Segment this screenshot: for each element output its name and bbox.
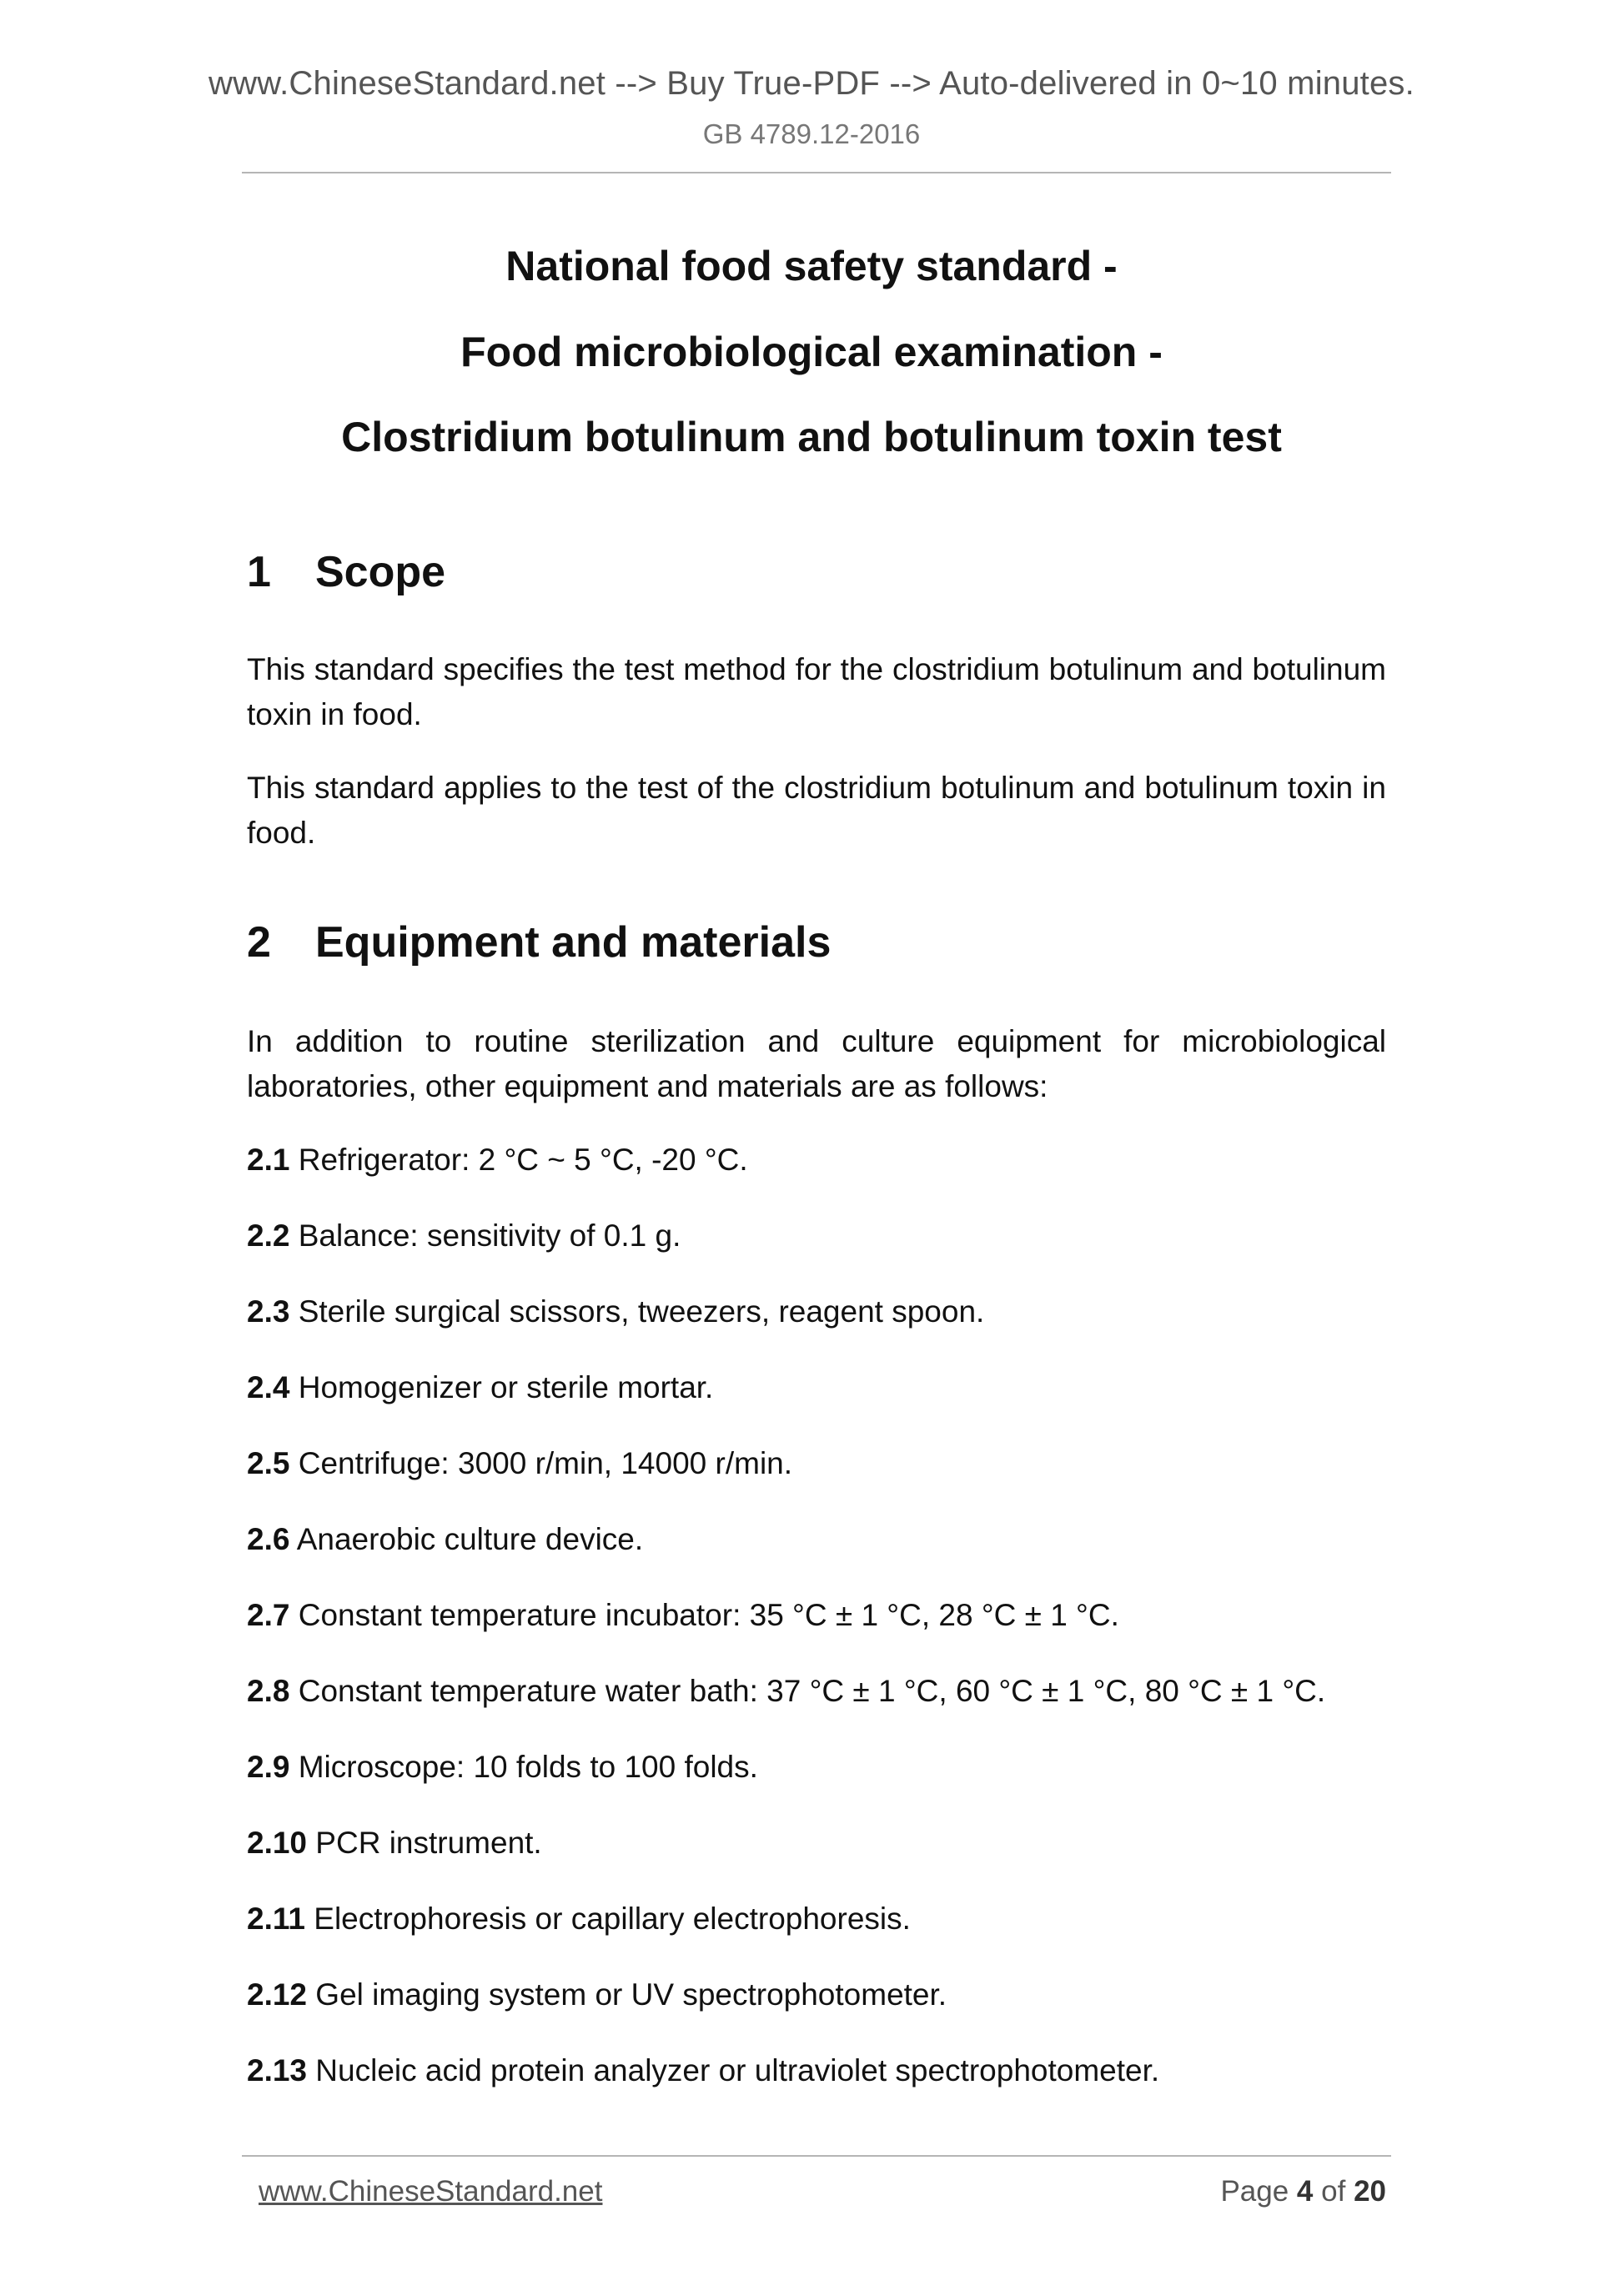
- item-number: 2.10: [247, 1826, 308, 1860]
- item-number: 2.7: [247, 1598, 290, 1632]
- item-number: 2.2: [247, 1218, 290, 1253]
- item-text: Microscope: 10 folds to 100 folds.: [298, 1750, 758, 1784]
- list-item: [247, 1826, 1414, 1861]
- header-divider: [242, 172, 1391, 173]
- scope-paragraph-2: This standard applies to the test of the clostridium botulinum and botulinum toxin in food.: [247, 771, 1386, 850]
- page-total: 20: [1354, 2175, 1386, 2208]
- item-number: 2.11: [247, 1902, 305, 1936]
- item-text: Electrophoresis or capillary electrophoresis.: [314, 1902, 911, 1936]
- item-number: 2.9: [247, 1750, 290, 1784]
- list-item: [247, 1370, 1414, 1405]
- item-text: Anaerobic culture device.: [296, 1522, 644, 1556]
- list-item: [247, 1902, 1414, 1937]
- section-heading-equipment: [247, 917, 831, 967]
- item-text: Constant temperature water bath: 37 °C ± 1 °C, 60 °C ± 1 °C, 80 °C ± 1 °C.: [298, 1674, 1326, 1708]
- item-text: Homogenizer or sterile mortar.: [298, 1370, 714, 1404]
- page-indicator: [1220, 2175, 1386, 2208]
- item-number: 2.6: [247, 1522, 290, 1556]
- item-text: Centrifuge: 3000 r/min, 14000 r/min.: [298, 1446, 793, 1480]
- list-item: [247, 1446, 1414, 1481]
- list-item: [247, 1294, 1414, 1329]
- footer-divider: [242, 2155, 1391, 2157]
- item-number: 2.5: [247, 1446, 290, 1480]
- item-text: PCR instrument.: [315, 1826, 542, 1860]
- item-text: Refrigerator: 2 °C ~ 5 °C, -20 °C.: [298, 1143, 748, 1177]
- list-item: [247, 2053, 1414, 2088]
- item-text: Sterile surgical scissors, tweezers, reagent spoon.: [298, 1294, 985, 1329]
- page-prefix: Page: [1220, 2175, 1289, 2208]
- standard-code: GB 4789.12-2016: [702, 118, 921, 149]
- item-number: 2.8: [247, 1674, 290, 1708]
- item-text: Nucleic acid protein analyzer or ultraviolet spectrophotometer.: [315, 2053, 1160, 2088]
- list-item: [247, 1598, 1414, 1633]
- item-text: Balance: sensitivity of 0.1 g.: [298, 1218, 681, 1253]
- footer-website-link[interactable]: www.ChineseStandard.net: [259, 2175, 603, 2208]
- page-current: 4: [1296, 2175, 1314, 2208]
- item-number: 2.1: [247, 1143, 290, 1177]
- equipment-intro-paragraph: In addition to routine sterilization and culture equipment for microbiological laboratories, other equipment and materials are as follows:: [247, 1024, 1386, 1103]
- header-banner[interactable]: www.ChineseStandard.net --> Buy True-PDF --> Auto-delivered in 0~10 minutes.: [209, 65, 1414, 102]
- item-text: Gel imaging system or UV spectrophotometer.: [315, 1977, 947, 2012]
- item-text: Constant temperature incubator: 35 °C ± 1 °C, 28 °C ± 1 °C.: [298, 1598, 1119, 1632]
- scope-paragraph-1: This standard specifies the test method for the clostridium botulinum and botulinum toxin in food.: [247, 652, 1386, 731]
- item-number: 2.12: [247, 1977, 308, 2012]
- list-item: [247, 1522, 1414, 1557]
- list-item: [247, 1977, 1414, 2012]
- title-line-1: National food safety standard -: [505, 243, 1118, 289]
- title-line-2: Food microbiological examination -: [460, 329, 1163, 375]
- item-number: 2.4: [247, 1370, 290, 1404]
- section-title: Equipment and materials: [315, 918, 832, 967]
- list-item: [247, 1674, 1414, 1709]
- title-line-3: Clostridium botulinum and botulinum toxin test: [341, 414, 1282, 460]
- section-title: Scope: [315, 548, 446, 596]
- page-of: of: [1321, 2175, 1346, 2208]
- section-number: 1: [247, 548, 271, 596]
- section-number: 2: [247, 918, 271, 967]
- list-item: [247, 1218, 1414, 1254]
- list-item: [247, 1143, 1414, 1178]
- section-heading-scope: [247, 547, 445, 597]
- list-item: [247, 1750, 1414, 1785]
- item-number: 2.3: [247, 1294, 290, 1329]
- item-number: 2.13: [247, 2053, 308, 2088]
